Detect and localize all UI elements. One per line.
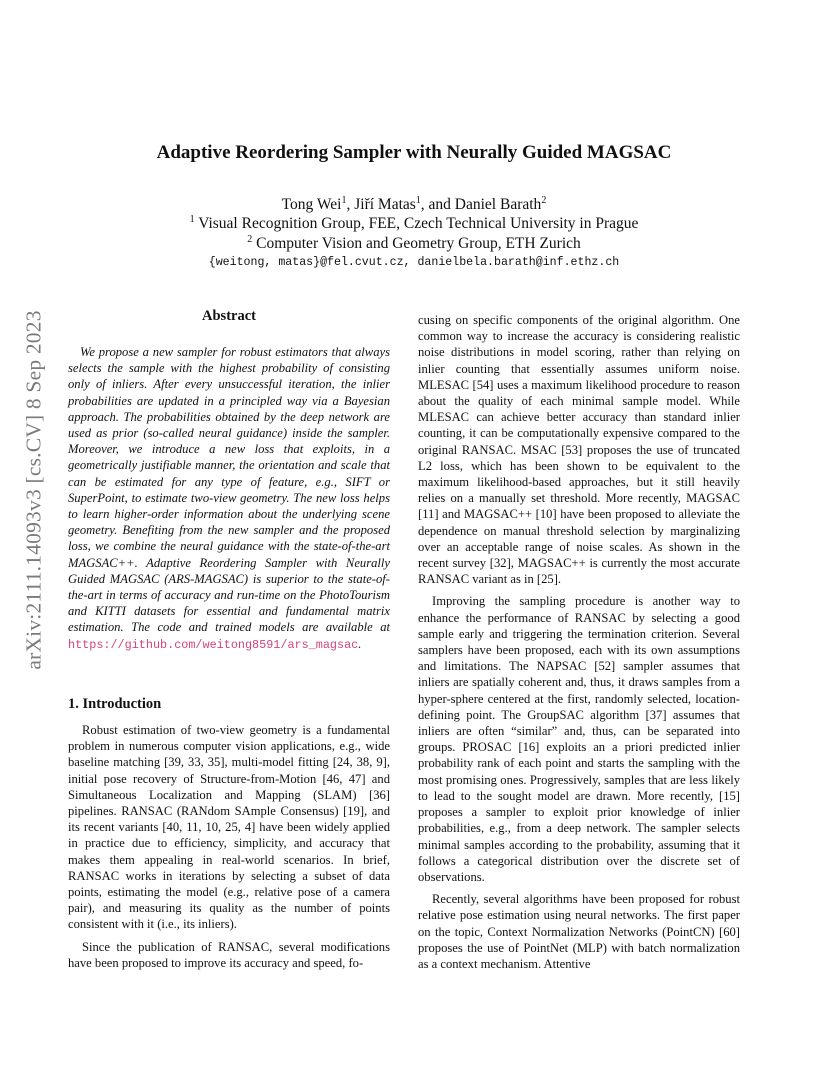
affil-mark: 1 bbox=[189, 213, 195, 225]
affil-text: Computer Vision and Geometry Group, ETH Zurich bbox=[256, 235, 581, 252]
affiliation-2 bbox=[0, 234, 828, 254]
code-link[interactable]: https://github.com/weitong8591/ars_magsac bbox=[68, 637, 359, 652]
affil-mark: 2 bbox=[247, 233, 253, 245]
arxiv-identifier: arXiv:2111.14093v3 [cs.CV] 8 Sep 2023 bbox=[21, 310, 46, 670]
author-name: , Jiří Matas bbox=[346, 196, 416, 213]
right-column-text bbox=[418, 312, 740, 978]
abstract-heading: Abstract bbox=[202, 308, 256, 324]
paragraph: Recently, several algorithms have been proposed for robust relative pose estimation using neural networks. The first paper on the topic, Context Normalization Networks (PointCN) [60] proposes the use of PointNet (MLP) with batch normalization as a context mechanism. Attentive bbox=[418, 892, 740, 971]
author-affil-mark: 1 bbox=[415, 194, 421, 206]
section-heading-introduction: 1. Introduction bbox=[68, 696, 162, 712]
paragraph: Since the publication of RANSAC, several modifications have been proposed to improve its accuracy and speed, fo- bbox=[68, 939, 390, 970]
abstract-text: We propose a new sampler for robust estimators that always selects the sample with the highest probability of consisting only of inliers. After every unsuccessful iteration, the inlier probabilities are updated in a principled way via a Bayesian approach. The probabilities obtained by the deep network are used as prior (so-called neural guidance) inside the sampler. Moreover, we introduce a new loss that exploits, in a geometrically justifiable manner, the orientation and scale that can be estimated for any type of feature, e.g., SIFT or SuperPoint, to estimate two-view geometry. The new loss helps to learn higher-order information about the underlying scene geometry. Benefiting from the new sampler and the proposed loss, we combine the neural guidance with the state-of-the-art MAGSAC++. Adaptive Reordering Sampler with Neurally Guided MAGSAC (ARS-MAGSAC) is superior to the state-of-the-art in terms of accuracy and run-time on the PhotoTourism and KITTI datasets for essential and fundamental matrix estimation. The code and trained models are available at bbox=[68, 345, 390, 635]
abstract-body bbox=[68, 344, 390, 653]
affil-text: Visual Recognition Group, FEE, Czech Technical University in Prague bbox=[198, 215, 639, 232]
author-emails: {weitong, matas}@fel.cvut.cz, danielbela.barath@inf.ethz.ch bbox=[208, 256, 620, 269]
author-name: Tong Wei bbox=[281, 196, 342, 213]
author-list bbox=[0, 195, 828, 215]
paragraph: cusing on specific components of the original algorithm. One common way to increase the accuracy is considering realistic noise distributions in model scoring, rather than relying on inlier counting that essentially assumes uniform noise. MLESAC [54] uses a maximum likelihood procedure to reason about the quality of each minimal sample model. While MLESAC can achieve better accuracy than standard inlier counting, it can be computationally expensive compared to the original RANSAC. MSAC [53] proposes the use of truncated L2 loss, which has been shown to be equivalent to the maximum likelihood-based approaches, but it still heavily relies on a manually set threshold. More recently, MAGSAC [11] and MAGSAC++ [10] have been proposed to alleviate the dependence on manual threshold selection by marginalizing over an acceptable range of noise scales. As shown in the recent survey [32], MAGSAC++ is currently the most accurate RANSAC variant as in [25]. bbox=[418, 313, 740, 587]
abstract-end: . bbox=[358, 636, 362, 651]
author-name: , and Daniel Barath bbox=[420, 196, 542, 213]
paragraph: Robust estimation of two-view geometry is a fundamental problem in numerous computer vision applications, e.g., wide baseline matching [39, 33, 35], multi-model fitting [24, 38, 9], initial pose recovery of Structure-from-Motion [46, 47] and Simultaneous Localization and Mapping (SLAM) [36] pipelines. RANSAC (RANdom SAmple Consensus) [19], and its recent variants [40, 11, 10, 25, 4] have been widely applied in practice due to efficiency, simplicity, and accuracy that makes them appealing in real-world scenarios. In brief, RANSAC works in iterations by selecting a subset of data points, estimating the model (e.g., relative pose of a camera pair), and measuring its quality as the number of points consistent with it (i.e., its inliers). bbox=[68, 723, 390, 932]
introduction-text bbox=[68, 722, 390, 977]
arxiv-side-label bbox=[10, 290, 58, 690]
paper-title: Adaptive Reordering Sampler with Neurally Guided MAGSAC bbox=[156, 142, 672, 163]
author-affil-mark: 1 bbox=[341, 194, 347, 206]
affiliation-1 bbox=[0, 214, 828, 234]
author-affil-mark: 2 bbox=[541, 194, 547, 206]
paragraph: Improving the sampling procedure is another way to enhance the performance of RANSAC by selecting a good sample early and triggering the termination criterion. Several samplers have been proposed, each with its own assumptions and limitations. The NAPSAC [52] sampler assumes that inliers are spatially coherent and, thus, it draws samples from a hyper-sphere centered at the first, randomly selected, location-defining point. The GroupSAC algorithm [37] assumes that inliers are often “similar” and, thus, can be separated into groups. PROSAC [16] exploits an a priori predicted inlier probability rank of each point and starts the sampling with the most promising ones. Progressively, samples that are less likely to lead to the sought model are drawn. More recently, [15] proposes a sampler to exploit prior knowledge of inlier probabilities, e.g., from a deep network. The sampler selects minimal samples according to the probability, assuming that it follows a categorical distribution over the discrete set of observations. bbox=[418, 594, 740, 884]
